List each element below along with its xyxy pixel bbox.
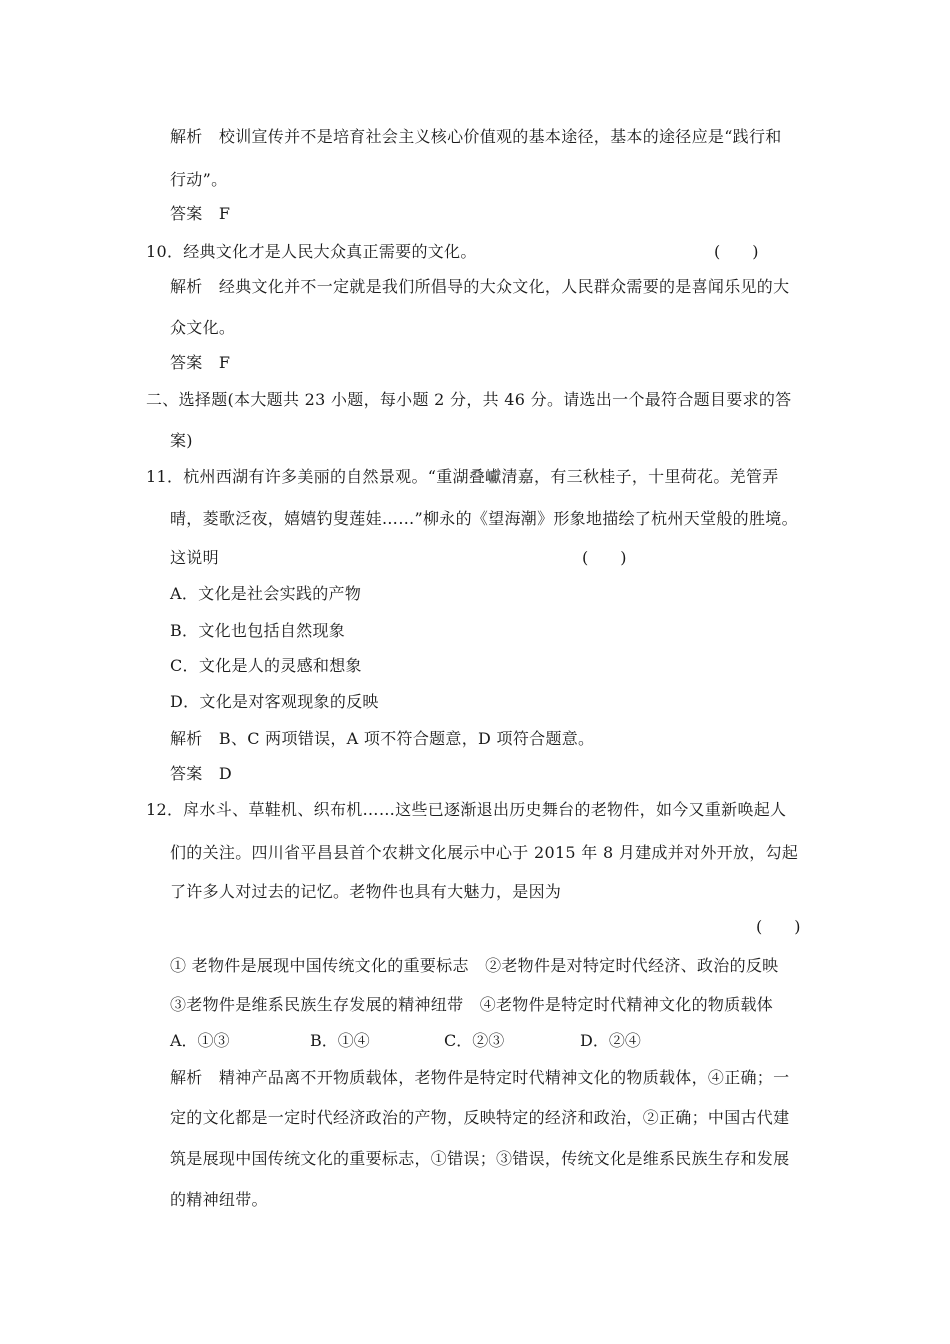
q12-analysis-line4: 的精神纽带。 [170,1190,268,1209]
q12-option-d: D．②④ [580,1031,641,1050]
q11-option-d: D．文化是对客观现象的反映 [170,692,379,711]
q12-item-line2: ③老物件是维系民族生存发展的精神纽带 ④老物件是特定时代精神文化的物质载体 [170,995,774,1014]
q10-stem: 10．经典文化才是人民大众真正需要的文化。 [146,242,477,261]
q12-item-line1: ① 老物件是展现中国传统文化的重要标志 ②老物件是对特定时代经济、政治的反映 [170,956,779,975]
q12-analysis-line2: 定的文化都是一定时代经济政治的产物，反映特定的经济和政治，②正确；中国古代建 [170,1108,790,1127]
q12-stem-line1: 12．戽水斗、草鞋机、织布机……这些已逐渐退出历史舞台的老物件，如今又重新唤起人 [146,800,787,819]
q10-analysis-line1: 解析 经典文化并不一定就是我们所倡导的大众文化，人民群众需要的是喜闻乐见的大 [170,277,790,296]
q10-answer: 答案 F [170,353,231,372]
q9-answer: 答案 F [170,204,231,223]
q11-answer-paren: ( ) [582,548,627,567]
q11-option-c: C．文化是人的灵感和想象 [170,656,362,675]
q11-analysis: 解析 B、C 两项错误，A 项不符合题意，D 项符合题意。 [170,729,595,748]
q12-analysis-line3: 筑是展现中国传统文化的重要标志，①错误；③错误，传统文化是维系民族生存和发展 [170,1149,790,1168]
q11-option-b: B．文化也包括自然现象 [170,621,346,640]
q12-stem-line3: 了许多人对过去的记忆。老物件也具有大魅力，是因为 [170,882,562,901]
q9-analysis-line2: 行动”。 [170,170,228,189]
section2-heading-line1: 二、选择题(本大题共 23 小题，每小题 2 分，共 46 分。请选出一个最符合题目要求的答 [146,390,792,409]
q10-answer-paren: ( ) [714,242,759,261]
q11-stem-line1: 11．杭州西湖有许多美丽的自然景观。“重湖叠巘清嘉，有三秋桂子，十里荷花。羌管弄 [146,467,779,486]
q12-option-b: B．①④ [310,1031,370,1050]
q12-option-c: C．②③ [444,1031,505,1050]
q12-answer-paren: ( ) [756,917,801,936]
q12-analysis-line1: 解析 精神产品离不开物质载体，老物件是特定时代精神文化的物质载体，④正确；一 [170,1068,790,1087]
q12-option-a: A．①③ [170,1031,230,1050]
q11-answer: 答案 D [170,764,233,783]
q11-stem-line2: 晴，菱歌泛夜，嬉嬉钓叟莲娃……”柳永的《望海潮》形象地描绘了杭州天堂般的胜境。 [170,509,798,528]
q11-stem-line3: 这说明 [170,548,219,567]
q12-stem-line2: 们的关注。四川省平昌县首个农耕文化展示中心于 2015 年 8 月建成并对外开放，勾起 [170,843,799,862]
q10-analysis-line2: 众文化。 [170,318,236,337]
q9-analysis-line1: 解析 校训宣传并不是培育社会主义核心价值观的基本途径，基本的途径应是“践行和 [170,127,782,146]
section2-heading-line2: 案) [170,431,193,450]
q11-option-a: A．文化是社会实践的产物 [170,584,362,603]
q12-options-row [0,1030,950,1052]
